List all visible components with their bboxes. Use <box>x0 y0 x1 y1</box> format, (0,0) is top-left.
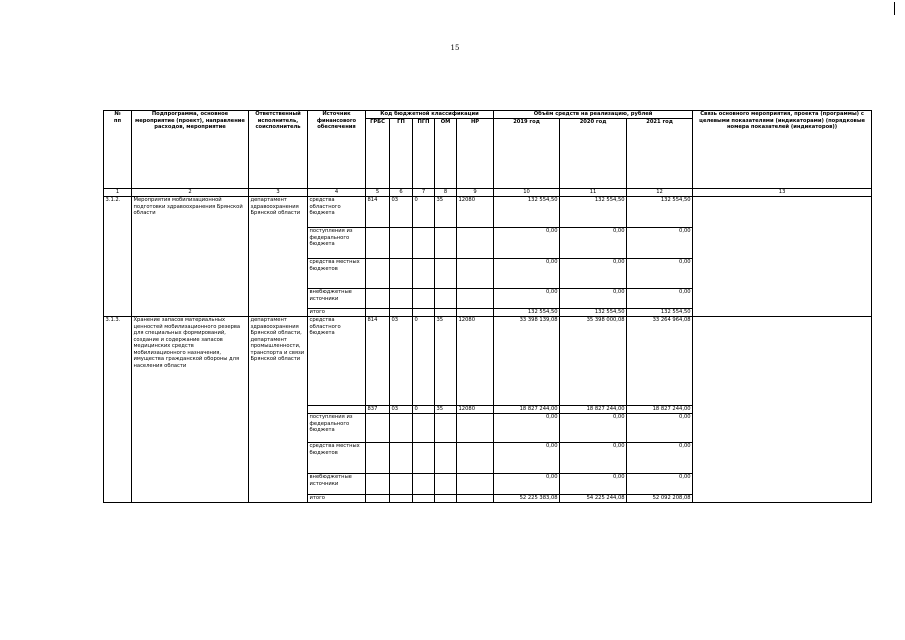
gp-cell <box>390 414 413 443</box>
entry-name: Мероприятия мобилизационной подготовки здравоохранения Брянской области <box>132 197 249 317</box>
table-row <box>104 317 872 406</box>
value-2019: 0,00 <box>494 259 560 289</box>
total-2021: 132 554,50 <box>627 309 693 317</box>
header-2021: 2021 год <box>627 119 693 189</box>
nr-cell <box>457 309 494 317</box>
gp-cell: 03 <box>390 197 413 228</box>
value-2021: 0,00 <box>627 443 693 474</box>
total-2019: 132 554,50 <box>494 309 560 317</box>
value-2019: 0,00 <box>494 474 560 495</box>
col-number: 11 <box>560 189 627 197</box>
value-2020: 0,00 <box>560 443 627 474</box>
header-om: ОМ <box>435 119 457 189</box>
source-cell: средства местных бюджетов <box>308 443 366 474</box>
gp-cell <box>390 443 413 474</box>
source-cell: внебюджетные источники <box>308 289 366 309</box>
col-number: 8 <box>435 189 457 197</box>
grbs-cell <box>366 495 390 503</box>
om-cell: 35 <box>435 406 457 414</box>
grbs-cell <box>366 414 390 443</box>
grbs-cell <box>366 228 390 259</box>
col-number: 10 <box>494 189 560 197</box>
nr-cell <box>457 289 494 309</box>
value-2019: 0,00 <box>494 228 560 259</box>
column-number-row <box>104 189 872 197</box>
grbs-cell <box>366 474 390 495</box>
gp-cell <box>390 495 413 503</box>
col-number: 6 <box>390 189 413 197</box>
gp-cell <box>390 259 413 289</box>
col-number: 13 <box>693 189 872 197</box>
om-cell <box>435 443 457 474</box>
value-2019: 0,00 <box>494 443 560 474</box>
header-pgp: ПГП <box>413 119 435 189</box>
grbs-cell: 837 <box>366 406 390 414</box>
value-2021: 0,00 <box>627 259 693 289</box>
col-number: 9 <box>457 189 494 197</box>
om-cell <box>435 309 457 317</box>
source-cell: внебюджетные источники <box>308 474 366 495</box>
value-2021: 132 554,50 <box>627 197 693 228</box>
value-2019: 33 398 139,08 <box>494 317 560 406</box>
col-number: 12 <box>627 189 693 197</box>
entry-name: Хранение запасов материальных ценностей мобилизационного резерва для специальных формирований, создание и содержание запасов медицинских средств мобилизационного назначения, имущества гражданской обороны для населения области <box>132 317 249 503</box>
total-2020: 54 225 244,08 <box>560 495 627 503</box>
pgp-cell <box>413 443 435 474</box>
value-2020: 0,00 <box>560 259 627 289</box>
link-cell <box>693 317 872 503</box>
om-cell <box>435 259 457 289</box>
value-2020: 18 827 244,00 <box>560 406 627 414</box>
pgp-cell <box>413 289 435 309</box>
link-cell <box>693 197 872 317</box>
nr-cell <box>457 414 494 443</box>
col-number: 4 <box>308 189 366 197</box>
pgp-cell: 0 <box>413 317 435 406</box>
value-2020: 0,00 <box>560 414 627 443</box>
value-2019: 0,00 <box>494 289 560 309</box>
value-2021: 0,00 <box>627 414 693 443</box>
pgp-cell: 0 <box>413 406 435 414</box>
value-2020: 0,00 <box>560 289 627 309</box>
col-number: 5 <box>366 189 390 197</box>
header-row <box>104 111 872 119</box>
grbs-cell <box>366 259 390 289</box>
pgp-cell <box>413 228 435 259</box>
om-cell <box>435 414 457 443</box>
header-2020: 2020 год <box>560 119 627 189</box>
source-cell: поступления из федерального бюджета <box>308 414 366 443</box>
value-2021: 33 264 964,08 <box>627 317 693 406</box>
source-cell: средства областного бюджета <box>308 197 366 228</box>
gp-cell <box>390 289 413 309</box>
om-cell: 35 <box>435 197 457 228</box>
value-2021: 0,00 <box>627 228 693 259</box>
nr-cell <box>457 474 494 495</box>
value-2019: 18 827 244,00 <box>494 406 560 414</box>
source-cell: поступления из федерального бюджета <box>308 228 366 259</box>
entry-number: 3.1.3. <box>104 317 132 503</box>
nr-cell: 12080 <box>457 406 494 414</box>
header-gp: ГП <box>390 119 413 189</box>
om-cell <box>435 474 457 495</box>
header-executor: Ответственный исполнитель, соисполнитель <box>249 111 308 189</box>
nr-cell: 12080 <box>457 317 494 406</box>
edge-mark <box>894 2 895 15</box>
om-cell: 35 <box>435 317 457 406</box>
total-2020: 132 554,50 <box>560 309 627 317</box>
pgp-cell <box>413 414 435 443</box>
source-cell: средства областного бюджета <box>308 317 366 406</box>
value-2021: 18 827 244,00 <box>627 406 693 414</box>
value-2020: 0,00 <box>560 228 627 259</box>
gp-cell <box>390 309 413 317</box>
value-2020: 35 398 000,08 <box>560 317 627 406</box>
grbs-cell: 814 <box>366 197 390 228</box>
pgp-cell <box>413 309 435 317</box>
source-cell <box>308 406 366 414</box>
om-cell <box>435 289 457 309</box>
entry-executor: департамент здравоохранения Брянской области, департамент промышленности, транспорта и связи Брянской области <box>249 317 308 503</box>
gp-cell: 03 <box>390 406 413 414</box>
source-cell: итого <box>308 309 366 317</box>
value-2019: 0,00 <box>494 414 560 443</box>
page-number: 15 <box>450 44 460 52</box>
grbs-cell: 814 <box>366 317 390 406</box>
value-2019: 132 554,50 <box>494 197 560 228</box>
budget-table <box>103 110 872 503</box>
pgp-cell <box>413 259 435 289</box>
pgp-cell <box>413 474 435 495</box>
entry-executor: департамент здравоохранения Брянской области <box>249 197 308 317</box>
value-2021: 0,00 <box>627 289 693 309</box>
value-2020: 0,00 <box>560 474 627 495</box>
header-nr: НР <box>457 119 494 189</box>
source-cell: итого <box>308 495 366 503</box>
grbs-cell <box>366 443 390 474</box>
gp-cell: 03 <box>390 317 413 406</box>
pgp-cell: 0 <box>413 197 435 228</box>
header-2019: 2019 год <box>494 119 560 189</box>
header-grbs: ГРБС <box>366 119 390 189</box>
col-number: 2 <box>132 189 249 197</box>
nr-cell <box>457 495 494 503</box>
value-2021: 0,00 <box>627 474 693 495</box>
entry-number: 3.1.2. <box>104 197 132 317</box>
header-code-group: Код бюджетной классификации <box>366 111 494 119</box>
col-number: 1 <box>104 189 132 197</box>
total-2021: 52 092 208,08 <box>627 495 693 503</box>
gp-cell <box>390 228 413 259</box>
nr-cell <box>457 259 494 289</box>
total-2019: 52 225 383,08 <box>494 495 560 503</box>
gp-cell <box>390 474 413 495</box>
om-cell <box>435 228 457 259</box>
grbs-cell <box>366 289 390 309</box>
col-number: 7 <box>413 189 435 197</box>
header-subprogram: Подпрограмма, основное мероприятие (проект), направление расходов, мероприятие <box>132 111 249 189</box>
nr-cell <box>457 228 494 259</box>
source-cell: средства местных бюджетов <box>308 259 366 289</box>
value-2020: 132 554,50 <box>560 197 627 228</box>
om-cell <box>435 495 457 503</box>
table-row <box>104 197 872 228</box>
header-source: Источник финансового обеспечения <box>308 111 366 189</box>
header-num: № пп <box>104 111 132 189</box>
header-link: Связь основного мероприятия, проекта (программы) с целевыми показателями (индикаторами) (порядковые номера показателей (индикаторов)) <box>693 111 872 189</box>
grbs-cell <box>366 309 390 317</box>
nr-cell <box>457 443 494 474</box>
nr-cell: 12080 <box>457 197 494 228</box>
col-number: 3 <box>249 189 308 197</box>
pgp-cell <box>413 495 435 503</box>
header-volume-group: Объём средств на реализацию, рублей <box>494 111 693 119</box>
